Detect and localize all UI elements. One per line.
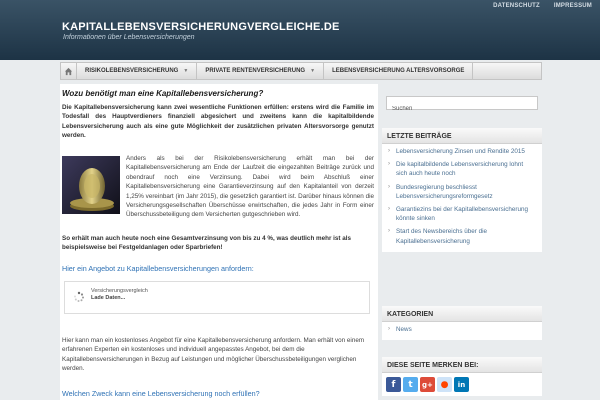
coin-image: [62, 156, 120, 214]
twitter-icon[interactable]: t: [403, 377, 418, 392]
recent-post-link[interactable]: › Die kapitalbildende Lebensversicherung lohnt sich auch heute noch: [388, 161, 524, 178]
site-title[interactable]: KAPITALLEBENSVERSICHERUNGVERGLEICHE.DE: [62, 21, 340, 33]
main-navigation: [60, 62, 542, 80]
nav-item-private-rentenversicherung[interactable]: [197, 63, 324, 79]
widget-title: KATEGORIEN: [382, 306, 542, 322]
nav-item-lebensversicherung-altersvorsorge[interactable]: [324, 63, 473, 79]
chevron-down-icon: ▼: [183, 68, 189, 74]
site-tagline: Informationen über Lebensversicherungen: [63, 34, 195, 41]
recent-post-link[interactable]: › Garantiezins bei der Kapitallebensversicherung könnte sinken: [388, 206, 528, 223]
site-header: [0, 0, 600, 60]
paragraph-text-2: Hier kann man ein kostenloses Angebot für eine Kapitallebensversicherung anfordern. Man erhält von einem erfahrenen Experten ein kostenloses und individuell angepasstes Angebot, bei dem die Kapitallebensversicherungen in Bezug auf Leistungen und möglicher Überschussbeteiligungen verglichen werden.: [62, 337, 365, 373]
search-input[interactable]: [387, 103, 537, 115]
page-title: Wozu benötigt man eine Kapitallebensversicherung?: [62, 89, 264, 98]
google-plus-icon[interactable]: g+: [420, 377, 435, 392]
widget-title: DIESE SEITE MERKEN BEI:: [382, 357, 542, 373]
main-content: [60, 84, 378, 400]
nav-item-label: RISIKOLEBENSVERSICHERUNG: [85, 68, 179, 74]
bookmark-widget: [382, 357, 542, 396]
impressum-link[interactable]: IMPRESSUM: [553, 3, 592, 9]
search-box: [386, 96, 538, 110]
bullet-icon: ›: [388, 228, 390, 235]
bullet-icon: ›: [388, 326, 390, 332]
nav-item-label: PRIVATE RENTENVERSICHERUNG: [205, 68, 306, 74]
nav-item-label: LEBENSVERSICHERUNG ALTERSVORSORGE: [332, 68, 465, 74]
bold-paragraph: So erhält man auch heute noch eine Gesamtverzinsung von bis zu 4 %, was deutlich mehr ist als beispielsweise bei Festgeldanlagen oder Sparbriefen!: [62, 235, 352, 252]
bullet-icon: ›: [388, 183, 390, 190]
nav-home[interactable]: [61, 63, 77, 79]
bullet-icon: ›: [388, 148, 390, 154]
nav-item-risikolebensversicherung[interactable]: [77, 63, 197, 79]
recent-post-link[interactable]: › Lebensversicherung Zinsen und Rendite 2015: [388, 148, 525, 155]
datenschutz-link[interactable]: DATENSCHUTZ: [493, 3, 540, 9]
widget-title: LETZTE BEITRÄGE: [382, 128, 542, 144]
categories-widget: [382, 306, 542, 340]
recent-posts-widget: [382, 128, 542, 252]
frame-loading-text: Lade Daten...: [91, 295, 126, 301]
chevron-down-icon: ▼: [310, 68, 316, 74]
recent-post-link[interactable]: › Start des Newsbereichs über die Kapitallebensversicherung: [388, 228, 488, 245]
bullet-icon: ›: [388, 206, 390, 213]
bullet-icon: ›: [388, 161, 390, 168]
category-link[interactable]: › News: [388, 326, 412, 333]
loading-spinner-icon: [73, 291, 85, 303]
facebook-icon[interactable]: f: [386, 377, 401, 392]
intro-text: Die Kapitallebensversicherung kann zwei wesentliche Funktionen erfüllen: erstens wird die Familie im Todesfall des Hauptverdieners finanziell abgesichert und zweitens kann die kapitalbildende Lebensversicherung auch als eine gute Möglichkeit der zusätzlichen privaten Altersvorsorge genutzt werden.: [62, 104, 374, 140]
social-icons: [382, 373, 542, 396]
paragraph-text: Anders als bei der Risikolebensversicherung erhält man bei der Kapitallebensversicherung am Ende der Laufzeit die eingezahlten Beiträge zurück und obendrauf noch eine Verzinsung. Dabei wird beim Abschluß einer Kapitallebensversicherung eine Garantieverzinsung auf den Kapitalanteil von derzeit 1,25% vereinbart (im Jahr 2015), die gesetzlich garantiert ist. Darüber hinaus können die Versicherungsgesellschaften Überschüsse erwirtschaften, die jedes Jahr in Form einer Überschussbeteiligung dem Versicherten gutgeschrieben wird.: [126, 155, 374, 219]
frame-name: Versicherungsvergleich: [91, 288, 148, 294]
sidebar: [382, 84, 542, 400]
purpose-link[interactable]: Welchen Zweck kann eine Lebensversicherung noch erfüllen?: [62, 389, 260, 398]
offer-link[interactable]: Hier ein Angebot zu Kapitallebensversicherungen anfordern:: [62, 264, 254, 273]
comparison-frame[interactable]: [64, 281, 370, 314]
reddit-icon[interactable]: ●: [437, 377, 452, 392]
top-navigation: [493, 3, 592, 9]
home-icon: [64, 67, 73, 76]
recent-post-link[interactable]: › Bundesregierung beschliesst Lebensversicherungsreformgesetz: [388, 183, 493, 200]
linkedin-icon[interactable]: in: [454, 377, 469, 392]
